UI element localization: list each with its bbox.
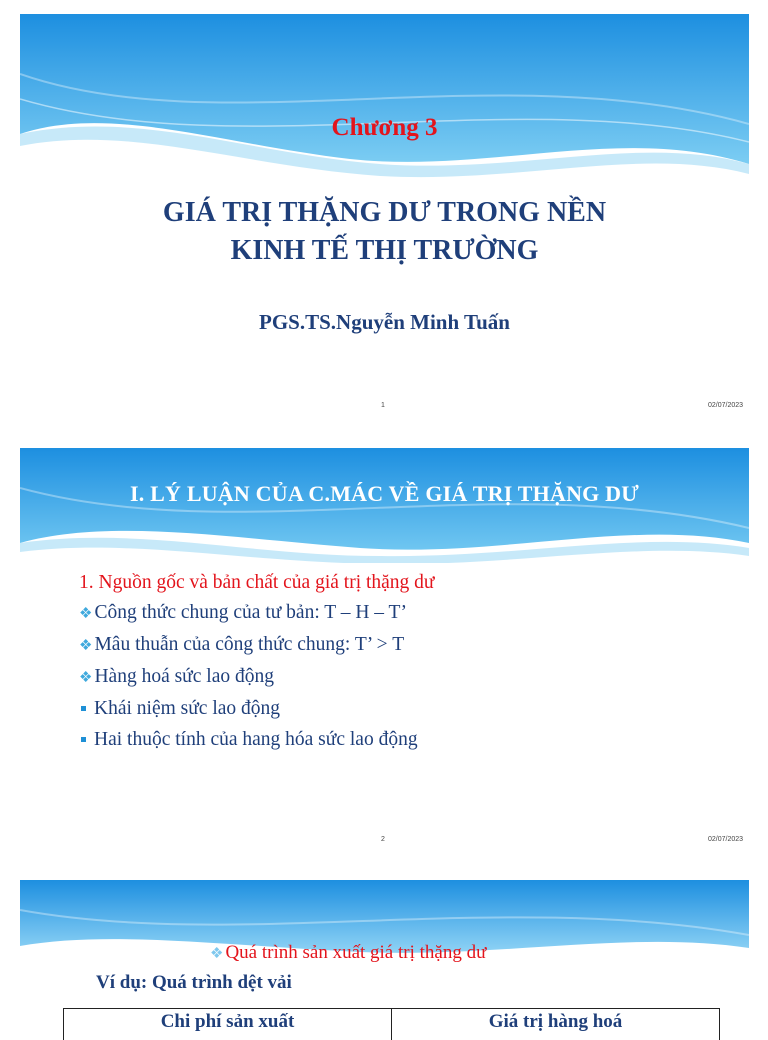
slide-1 — [20, 14, 749, 422]
slide-number: 2 — [381, 836, 385, 843]
four-diamond-bullet-icon: ❖ — [210, 946, 223, 962]
bullet-text: Hàng hoá sức lao động — [94, 666, 274, 687]
table-header-cell: Giá trị hàng hoá — [392, 1009, 720, 1040]
table-header-cell: Chi phí sản xuất — [64, 1009, 392, 1040]
four-diamond-bullet-icon: ❖ — [79, 606, 92, 622]
bullet-item — [79, 602, 407, 624]
square-bullet-icon — [81, 706, 86, 711]
title-line-1: GIÁ TRỊ THẶNG DƯ TRONG NỀN — [20, 194, 749, 232]
chapter-label: Chương 3 — [20, 114, 749, 142]
square-bullet-icon — [81, 737, 86, 742]
bullet-text: Công thức chung của tư bản: T – H – T’ — [94, 602, 407, 623]
slide-title — [20, 194, 749, 270]
section-heading: I. LÝ LUẬN CỦA C.MÁC VỀ GIÁ TRỊ THẶNG DƯ — [20, 481, 749, 507]
wave-header-background — [20, 14, 749, 184]
slide-date: 02/07/2023 — [708, 836, 743, 843]
slide-3 — [20, 880, 749, 1040]
title-line-2: KINH TẾ THỊ TRƯỜNG — [20, 232, 749, 270]
subsection-heading-text: Quá trình sản xuất giá trị thặng dư — [225, 942, 486, 963]
cost-value-table — [63, 1008, 720, 1040]
author-name: PGS.TS.Nguyễn Minh Tuấn — [20, 310, 749, 335]
subsection-heading — [210, 942, 486, 964]
sub-bullet-text: Hai thuộc tính của hang hóa sức lao động — [94, 729, 418, 750]
example-label: Ví dụ: Quá trình dệt vải — [96, 972, 292, 994]
slide-2 — [20, 448, 749, 856]
sub-bullet-item — [79, 729, 418, 751]
slide-number: 1 — [381, 402, 385, 409]
four-diamond-bullet-icon: ❖ — [79, 670, 92, 686]
bullet-item — [79, 666, 274, 688]
sub-bullet-item — [79, 698, 280, 720]
subsection-heading: 1. Nguồn gốc và bản chất của giá trị thặng dư — [79, 572, 435, 594]
slide-date: 02/07/2023 — [708, 402, 743, 409]
sub-bullet-text: Khái niệm sức lao động — [94, 698, 280, 719]
table-header-row — [64, 1009, 720, 1040]
bullet-text: Mâu thuẫn của công thức chung: T’ > T — [94, 634, 404, 655]
bullet-item — [79, 634, 404, 656]
four-diamond-bullet-icon: ❖ — [79, 638, 92, 654]
